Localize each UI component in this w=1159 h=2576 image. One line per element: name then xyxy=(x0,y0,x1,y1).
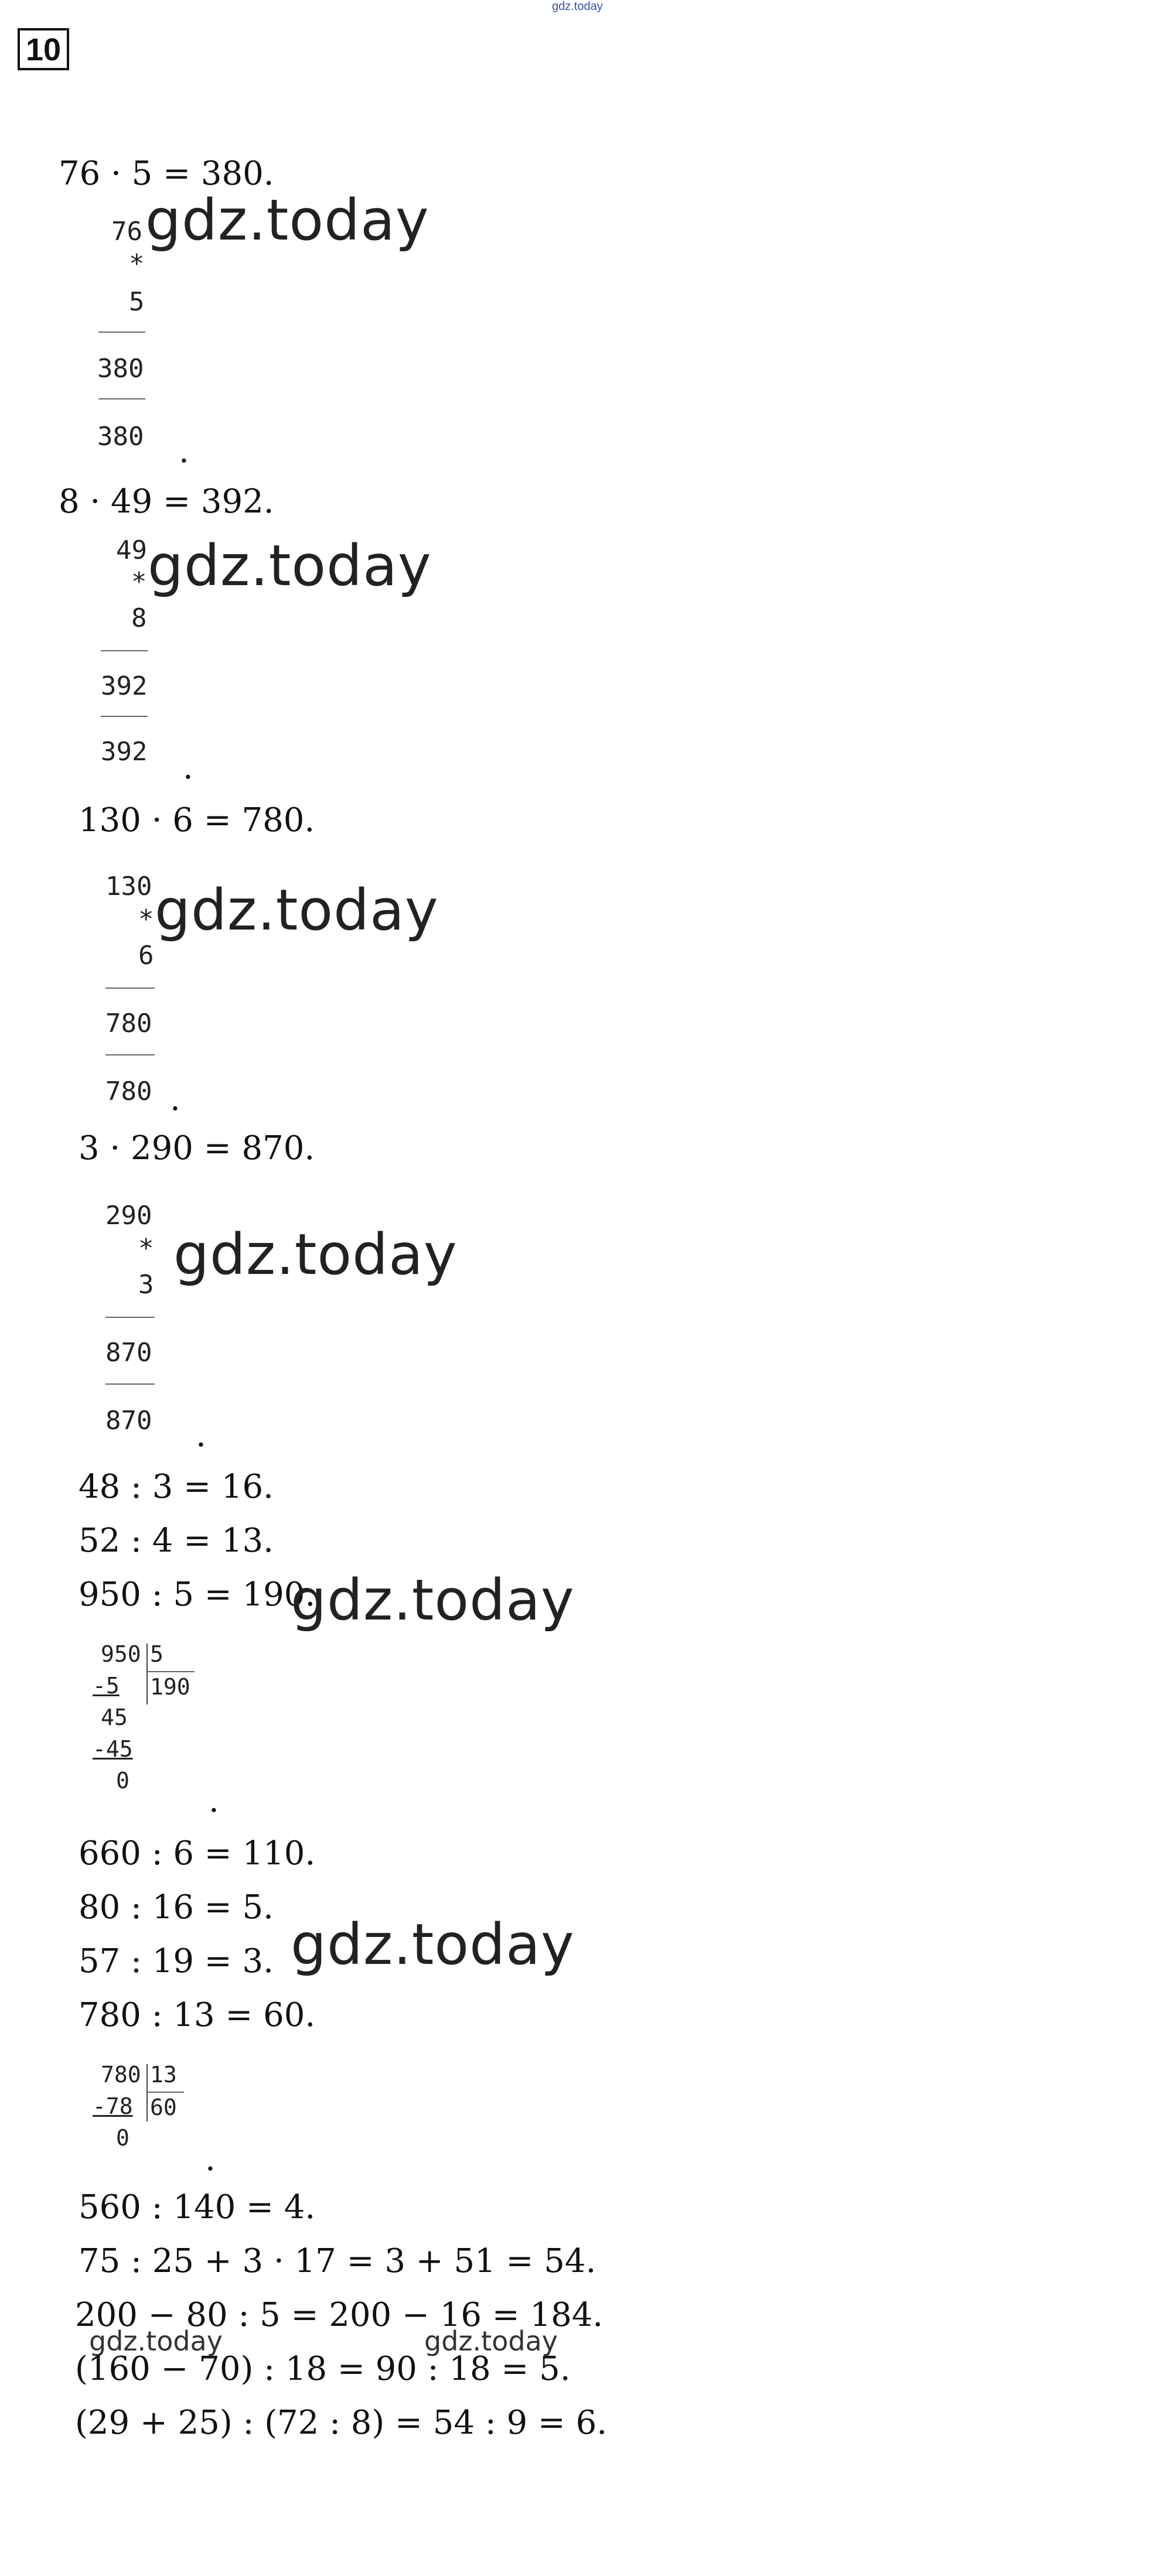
equation-9: 80 : 16 = 5. xyxy=(79,1888,274,1926)
division-divisor: 5 xyxy=(150,1641,163,1667)
column-partial: 780 xyxy=(105,1009,152,1038)
division-subtrahend: -78 xyxy=(93,2093,133,2119)
equation-14: 200 − 80 : 5 = 200 − 16 = 184. xyxy=(75,2296,604,2334)
task-number: 10 xyxy=(18,28,69,70)
division-quotient: 60 xyxy=(150,2095,177,2120)
division-quotient: 190 xyxy=(150,1674,190,1700)
column-result: 392 xyxy=(101,737,148,767)
column-result: 870 xyxy=(105,1406,152,1436)
equation-2: 8 · 49 = 392. xyxy=(59,483,274,521)
division-remainder: 45 xyxy=(101,1704,128,1730)
column-operand-a: 49 xyxy=(116,535,147,565)
column-rule xyxy=(105,1054,155,1055)
division-remainder: 0 xyxy=(116,2125,129,2151)
end-mark: . xyxy=(196,1416,206,1454)
division-subtrahend: -5 xyxy=(93,1673,120,1699)
column-rule xyxy=(105,1317,155,1318)
division-rule xyxy=(148,2092,184,2093)
watermark: gdz.today xyxy=(145,187,429,253)
column-operator: * xyxy=(129,249,145,279)
column-rule xyxy=(98,332,145,333)
column-partial: 870 xyxy=(105,1338,152,1368)
column-result: 380 xyxy=(97,422,144,452)
column-partial: 380 xyxy=(97,354,144,384)
column-rule xyxy=(101,716,148,717)
column-operand-b: 8 xyxy=(131,603,147,633)
end-mark: . xyxy=(209,1782,219,1820)
end-mark: . xyxy=(170,1080,180,1118)
column-operand-b: 3 xyxy=(138,1270,154,1300)
equation-3: 130 · 6 = 780. xyxy=(79,801,315,839)
column-rule xyxy=(101,650,148,651)
end-mark: . xyxy=(183,749,193,787)
column-operand-b: 5 xyxy=(129,287,145,317)
division-dividend: 950 xyxy=(101,1641,141,1667)
column-operator: * xyxy=(138,904,154,934)
column-operand-a: 76 xyxy=(111,217,142,247)
column-rule xyxy=(105,988,155,989)
watermark: gdz.today xyxy=(173,1222,458,1287)
column-result: 780 xyxy=(105,1077,152,1106)
end-mark: . xyxy=(205,2140,216,2178)
equation-16: (29 + 25) : (72 : 8) = 54 : 9 = 6. xyxy=(75,2404,608,2442)
equation-13: 75 : 25 + 3 · 17 = 3 + 51 = 54. xyxy=(79,2242,596,2280)
column-operand-a: 290 xyxy=(105,1201,152,1231)
division-vertical-rule xyxy=(146,1644,148,1704)
column-operand-a: 130 xyxy=(105,872,152,901)
equation-1: 76 · 5 = 380. xyxy=(59,155,274,193)
end-mark: . xyxy=(179,432,189,470)
column-operand-b: 6 xyxy=(138,941,154,971)
division-rule xyxy=(148,1671,195,1672)
division-subtrahend: -45 xyxy=(93,1736,133,1762)
equation-11: 780 : 13 = 60. xyxy=(79,1996,316,2034)
watermark: gdz.today xyxy=(291,1567,575,1633)
watermark: gdz.today xyxy=(89,2325,223,2357)
column-partial: 392 xyxy=(101,671,148,701)
equation-7: 950 : 5 = 190. xyxy=(79,1576,316,1614)
column-operator: * xyxy=(131,567,147,597)
division-divisor: 13 xyxy=(150,2062,177,2088)
division-remainder: 0 xyxy=(116,1768,129,1793)
watermark: gdz.today xyxy=(424,2325,558,2357)
watermark: gdz.today xyxy=(148,533,432,599)
equation-10: 57 : 19 = 3. xyxy=(79,1942,274,1980)
equation-5: 48 : 3 = 16. xyxy=(79,1468,274,1506)
division-dividend: 780 xyxy=(101,2062,141,2088)
equation-6: 52 : 4 = 13. xyxy=(79,1522,274,1560)
equation-4: 3 · 290 = 870. xyxy=(79,1129,315,1167)
equation-15: (160 − 70) : 18 = 90 : 18 = 5. xyxy=(75,2350,571,2388)
column-rule xyxy=(105,1383,155,1385)
equation-8: 660 : 6 = 110. xyxy=(79,1834,316,1873)
watermark: gdz.today xyxy=(155,877,439,943)
column-operator: * xyxy=(138,1234,154,1263)
division-vertical-rule xyxy=(146,2064,148,2121)
watermark: gdz.today xyxy=(291,1912,575,1977)
equation-12: 560 : 140 = 4. xyxy=(79,2188,316,2226)
column-rule xyxy=(98,398,145,399)
site-mark: gdz.today xyxy=(552,0,603,13)
